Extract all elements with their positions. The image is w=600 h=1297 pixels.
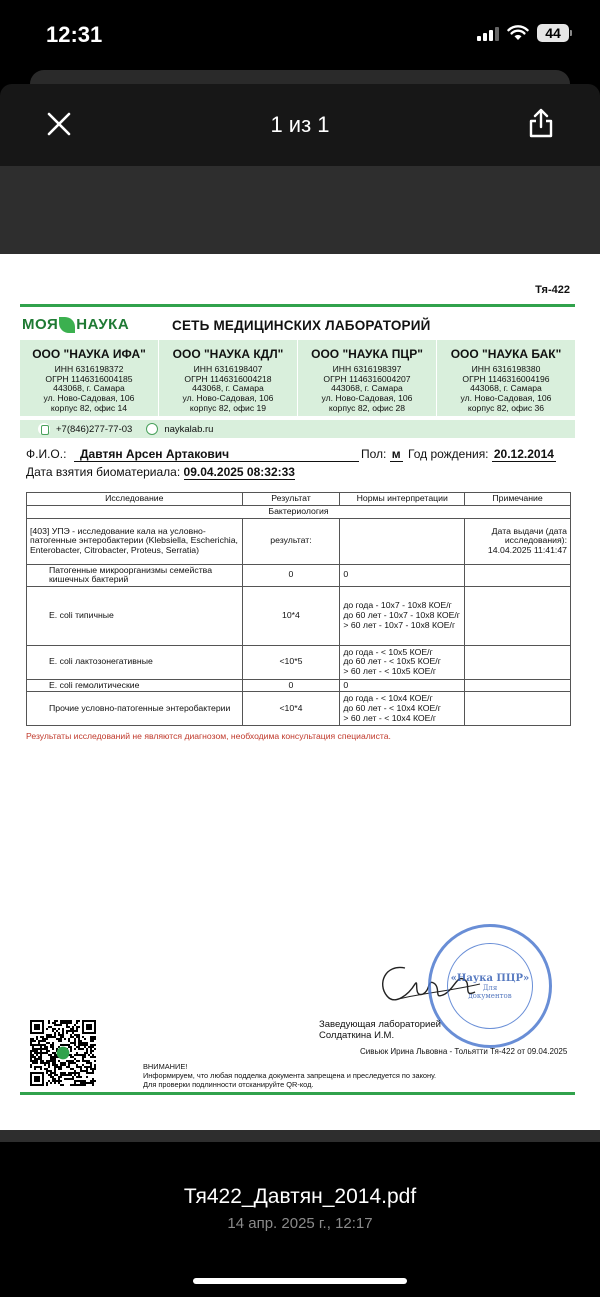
test-result: 0	[242, 564, 340, 586]
test-norm	[340, 518, 465, 564]
battery-icon	[537, 24, 572, 42]
company-item: ООО "НАУКА ПЦР" ИНН 6316198397 ОГРН 1146316004207 443068, г. Самара ул. Ново-Садовая, 106 корпус 82, офис 28	[298, 340, 437, 416]
leaf-icon	[59, 317, 75, 333]
disclaimer-text: Результаты исследований не являются диагнозом, необходима консультация специалиста.	[26, 731, 391, 741]
company-item: ООО "НАУКА КДЛ" ИНН 6316198407 ОГРН 1146316004218 443068, г. Самара ул. Ново-Садовая, 106 корпус 82, офис 19	[159, 340, 298, 416]
home-indicator[interactable]	[193, 1278, 407, 1284]
file-date: 14 апр. 2025 г., 12:17	[227, 1215, 373, 1232]
warning-line: Информируем, что любая подделка документа запрещена и преследуется по закону.	[143, 1071, 437, 1080]
phone-number[interactable]: +7(846)277-77-03	[56, 423, 133, 435]
test-result: <10*5	[242, 645, 340, 679]
viewer-header	[0, 84, 600, 166]
test-result: 0	[242, 679, 340, 692]
test-note	[465, 692, 571, 726]
qr-code[interactable]	[30, 1020, 96, 1086]
sample-date-label: Дата взятия биоматериала:	[26, 465, 181, 479]
wifi-icon	[507, 25, 529, 41]
column-header: Примечание	[465, 493, 571, 506]
document-backdrop	[0, 166, 600, 254]
share-icon[interactable]	[528, 108, 554, 138]
test-norm: до года - 10x7 - 10x8 КОЕ/г до 60 лет - 10x7 - 10x8 КОЕ/г > 60 лет - 10x7 - 10x8 КОЕ/г	[340, 586, 465, 645]
test-norm: до года - < 10x4 КОЕ/г до 60 лет - < 10x4 КОЕ/г > 60 лет - < 10x4 КОЕ/г	[340, 692, 465, 726]
table-row	[27, 645, 571, 679]
section-title: Бактериология	[27, 506, 571, 519]
patient-name: Давтян Арсен Артакович	[74, 447, 359, 462]
column-header: Результат	[242, 493, 340, 506]
phone-icon	[38, 423, 50, 435]
test-note	[465, 564, 571, 586]
warning-block	[143, 1062, 436, 1089]
file-name: Тя422_Давтян_2014.pdf	[183, 1185, 417, 1208]
test-note	[465, 586, 571, 645]
test-result: 10*4	[242, 586, 340, 645]
patient-sex: м	[391, 447, 401, 461]
company-list	[20, 340, 575, 416]
company-logo: МОЯ НАУКА	[22, 316, 130, 333]
test-note: Дата выдачи (дата исследования): 14.04.2025 11:41:47	[465, 518, 571, 564]
table-row	[27, 692, 571, 726]
table-row	[27, 679, 571, 692]
warning-title: ВНИМАНИЕ!	[143, 1062, 188, 1071]
page-indicator: 1 из 1	[270, 112, 330, 137]
test-result: результат:	[242, 518, 340, 564]
company-stamp: «Наука ПЦР» Для документов	[428, 924, 552, 1048]
signed-by: Сивьюк Ирина Львовна - Тольятти Тя-422 от 09.04.2025	[360, 1047, 568, 1056]
table-header-row	[27, 493, 571, 506]
test-note	[465, 679, 571, 692]
sex-label: Пол:	[361, 447, 387, 461]
head-of-lab	[319, 1019, 441, 1041]
network-title: СЕТЬ МЕДИЦИНСКИХ ЛАБОРАТОРИЙ	[172, 318, 431, 333]
test-norm: до года - < 10x5 КОЕ/г до 60 лет - < 10x5 КОЕ/г > 60 лет - < 10x5 КОЕ/г	[340, 645, 465, 679]
results-table	[26, 492, 571, 726]
test-name: [403] УПЭ - исследование кала на условно-патогенные энтеробактерии (Klebsiella, Escherichia, Enterobacter, Citrobacter, Proteus, Serratia)	[27, 518, 243, 564]
document-backdrop-bottom	[0, 1130, 600, 1142]
column-header: Исследование	[27, 493, 243, 506]
test-name: E. coli лактозонегативные	[27, 645, 243, 679]
test-name: E. coli типичные	[27, 586, 243, 645]
column-header: Нормы интерпретации	[340, 493, 465, 506]
test-result: <10*4	[242, 692, 340, 726]
fio-label: Ф.И.О.:	[26, 447, 67, 461]
table-row	[27, 518, 571, 564]
globe-icon	[146, 423, 158, 435]
birth-label: Год рождения:	[408, 447, 489, 461]
section-row	[27, 506, 571, 519]
test-name: E. coli гемолитические	[27, 679, 243, 692]
website-link[interactable]: naykalab.ru	[164, 423, 214, 435]
test-name: Прочие условно-патогенные энтеробактерии	[27, 692, 243, 726]
company-item: ООО "НАУКА БАК" ИНН 6316198380 ОГРН 1146316004196 443068, г. Самара ул. Ново-Садовая, 106 корпус 82, офис 36	[450, 347, 562, 413]
status-time: 12:31	[46, 22, 103, 47]
contact-bar	[20, 420, 575, 438]
sample-date-value: 09.04.2025 08:32:33	[183, 465, 295, 479]
patient-birth-date: 20.12.2014	[493, 447, 554, 461]
battery-level: 44	[537, 24, 569, 42]
company-item: ООО "НАУКА ИФА" ИНН 6316198372 ОГРН 1146316004185 443068, г. Самара ул. Ново-Садовая, 106 корпус 82, офис 14	[20, 340, 159, 416]
header-divider	[20, 304, 575, 307]
footer-divider	[20, 1092, 575, 1095]
sample-date	[26, 465, 295, 479]
test-note	[465, 645, 571, 679]
test-norm: 0	[340, 564, 465, 586]
head-lab-name: Солдаткина И.М.	[319, 1030, 395, 1041]
table-row	[27, 564, 571, 586]
head-lab-title: Заведующая лабораторией	[319, 1019, 441, 1030]
table-row	[27, 586, 571, 645]
test-norm: 0	[340, 679, 465, 692]
document-page[interactable]	[0, 254, 600, 1130]
test-name: Патогенные микроорганизмы семейства кишечных бактерий	[27, 564, 243, 586]
warning-line: Для проверки подлинности отсканируйте QR-код.	[143, 1080, 314, 1089]
status-icons	[477, 24, 572, 42]
status-bar	[0, 0, 600, 70]
document-code: Тя-422	[535, 284, 570, 296]
cellular-signal-icon	[477, 25, 499, 41]
